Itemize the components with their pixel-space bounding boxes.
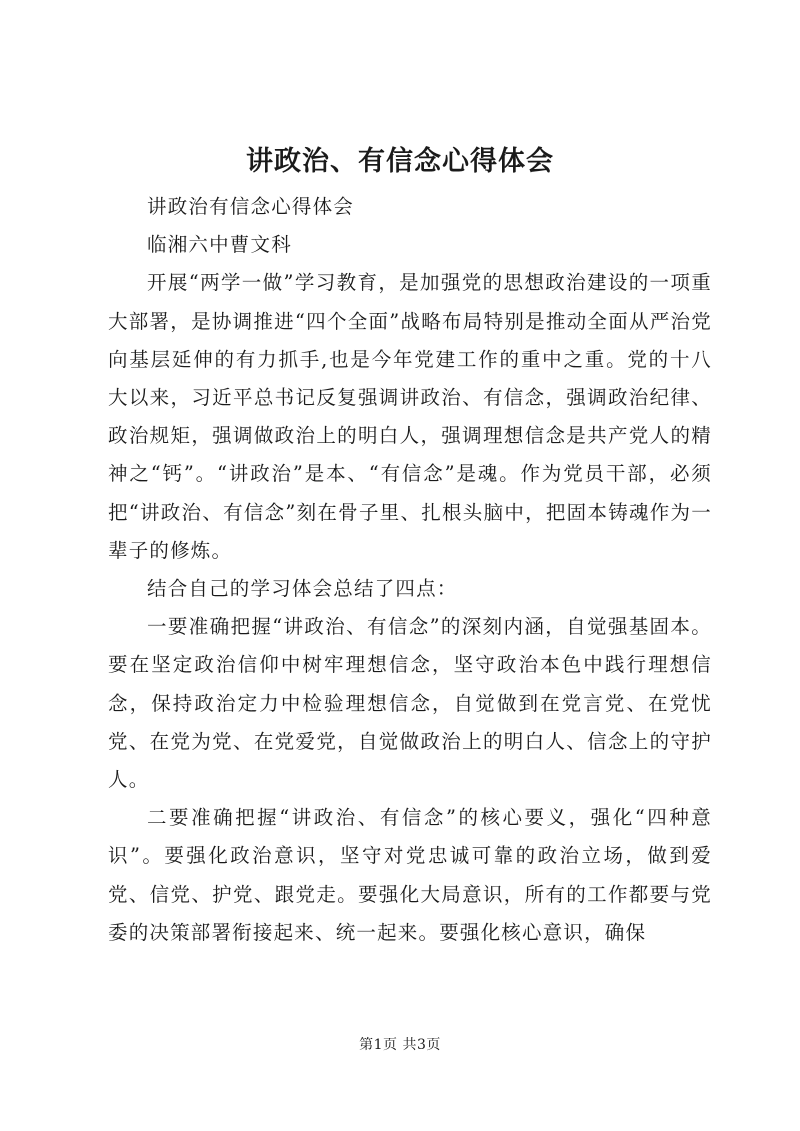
document-title: 讲政治、有信念心得体会	[246, 146, 554, 177]
body-paragraph: 结合自己的学习体会总结了四点：	[147, 577, 458, 601]
document-body	[108, 188, 712, 952]
page-footer: 第1页 共3页	[359, 1037, 441, 1053]
body-paragraph: 二要准确把握“讲政治、有信念”的核心要义，强化“四种意识”。要强化政治意识，坚守对党忠诚可靠的政治立场，做到爱党、信党、护党、跟党走。要强化大局意识，所有的工作都要与党委的决策部署衔接起来、统一起来。要强化核心意识，确保	[108, 806, 712, 944]
author-paragraph: 临湘六中曹文科	[147, 233, 292, 257]
body-paragraph: 一要准确把握“讲政治、有信念”的深刻内涵，自觉强基固本。要在坚定政治信仰中树牢理想信念，坚守政治本色中践行理想信念，保持政治定力中检验理想信念，自觉做到在党言党、在党忧党、在党为党、在党爱党，自觉做政治上的明白人、信念上的守护人。	[108, 615, 712, 792]
subtitle-paragraph: 讲政治有信念心得体会	[147, 195, 355, 218]
body-paragraph: 开展“两学一做”学习教育，是加强党的思想政治建设的一项重大部署，是协调推进“四个全面”战略布局特别是推动全面从严治党向基层延伸的有力抓手,也是今年党建工作的重中之重。党的十八大以来，习近平总书记反复强调讲政治、有信念，强调政治纪律、政治规矩，强调做政治上的明白人，强调理想信念是共产党人的精神之“钙”。“讲政治”是本、“有信念”是魂。作为党员干部，必须把“讲政治、有信念”刻在骨子里、扎根头脑中，把固本铸魂作为一辈子的修炼。	[108, 271, 712, 562]
